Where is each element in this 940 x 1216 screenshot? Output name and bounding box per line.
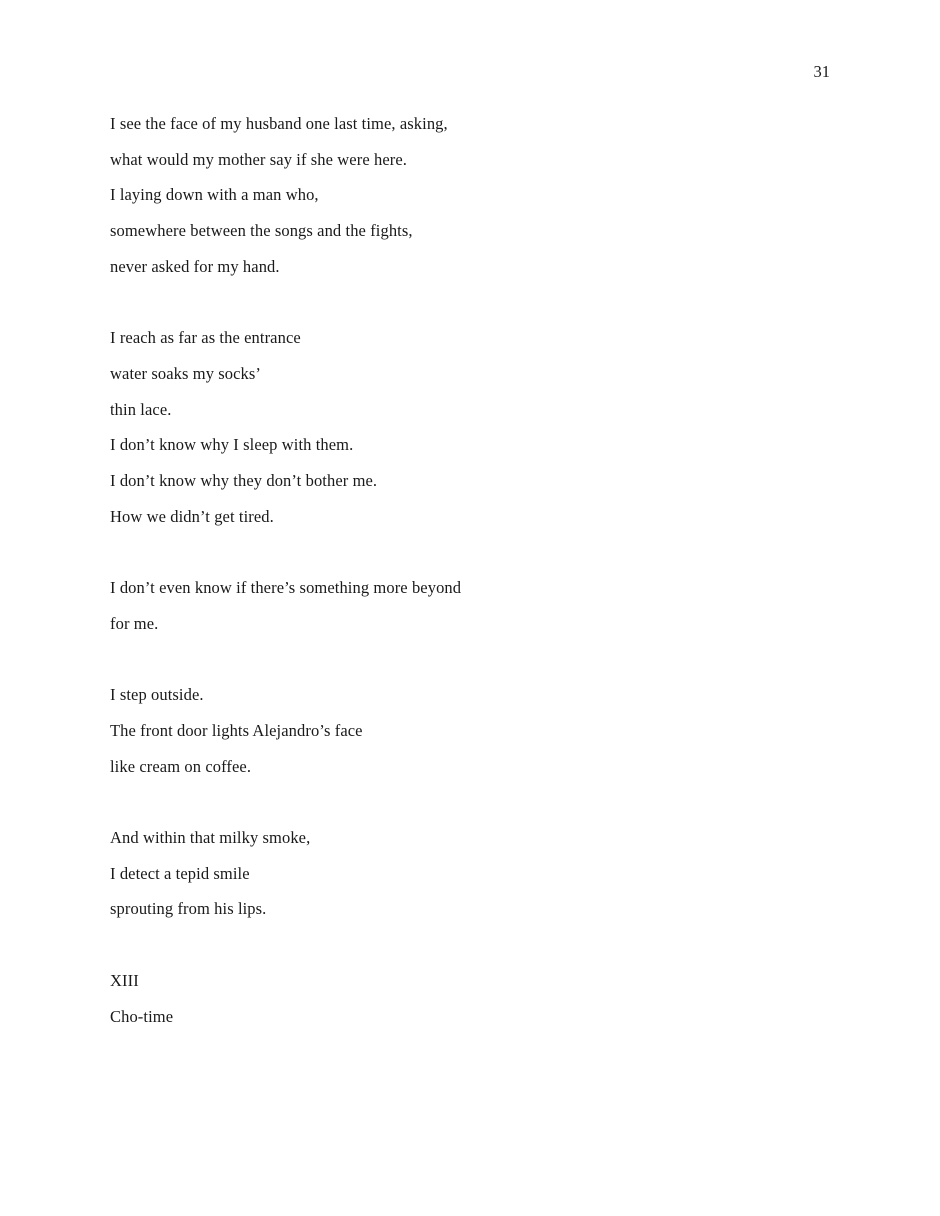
poem-line: somewhere between the songs and the fights, (110, 221, 413, 241)
poem-line: I laying down with a man who, (110, 185, 319, 205)
poem-line: water soaks my socks’ (110, 363, 262, 383)
poem-line: The front door lights Alejandro’s face (110, 720, 363, 740)
poem-line: I see the face of my husband one last time, asking, (110, 114, 448, 133)
poem-line: like cream on coffee. (110, 756, 252, 776)
poem-line: I don’t know why they don’t bother me. (110, 471, 378, 491)
poem-line: what would my mother say if she were here. (110, 149, 407, 169)
section-numeral: XIII (110, 970, 139, 990)
poem-line: I detect a tepid smile (110, 863, 250, 883)
stanza-1 (110, 106, 860, 285)
poem-line: for me. (110, 613, 159, 633)
poem-line: And within that milky smoke, (110, 828, 311, 847)
poem-line: never asked for my hand. (110, 256, 280, 276)
poem-body (110, 106, 860, 1034)
poem-line: sprouting from his lips. (110, 899, 267, 919)
stanza-4 (110, 677, 860, 784)
stanza-5 (110, 820, 860, 927)
poem-line: I step outside. (110, 685, 204, 705)
stanza-2 (110, 320, 860, 534)
section-title: Cho-time (110, 1006, 174, 1026)
poem-line: How we didn’t get tired. (110, 506, 274, 526)
stanza-6-section-heading (110, 963, 860, 1034)
poem-line: thin lace. (110, 399, 172, 419)
poem-line: I don’t know why I sleep with them. (110, 435, 354, 455)
poem-line: I don’t even know if there’s something more beyond (110, 578, 462, 598)
page-number: 31 (813, 62, 830, 81)
stanza-3 (110, 570, 860, 641)
poem-line: I reach as far as the entrance (110, 328, 301, 348)
